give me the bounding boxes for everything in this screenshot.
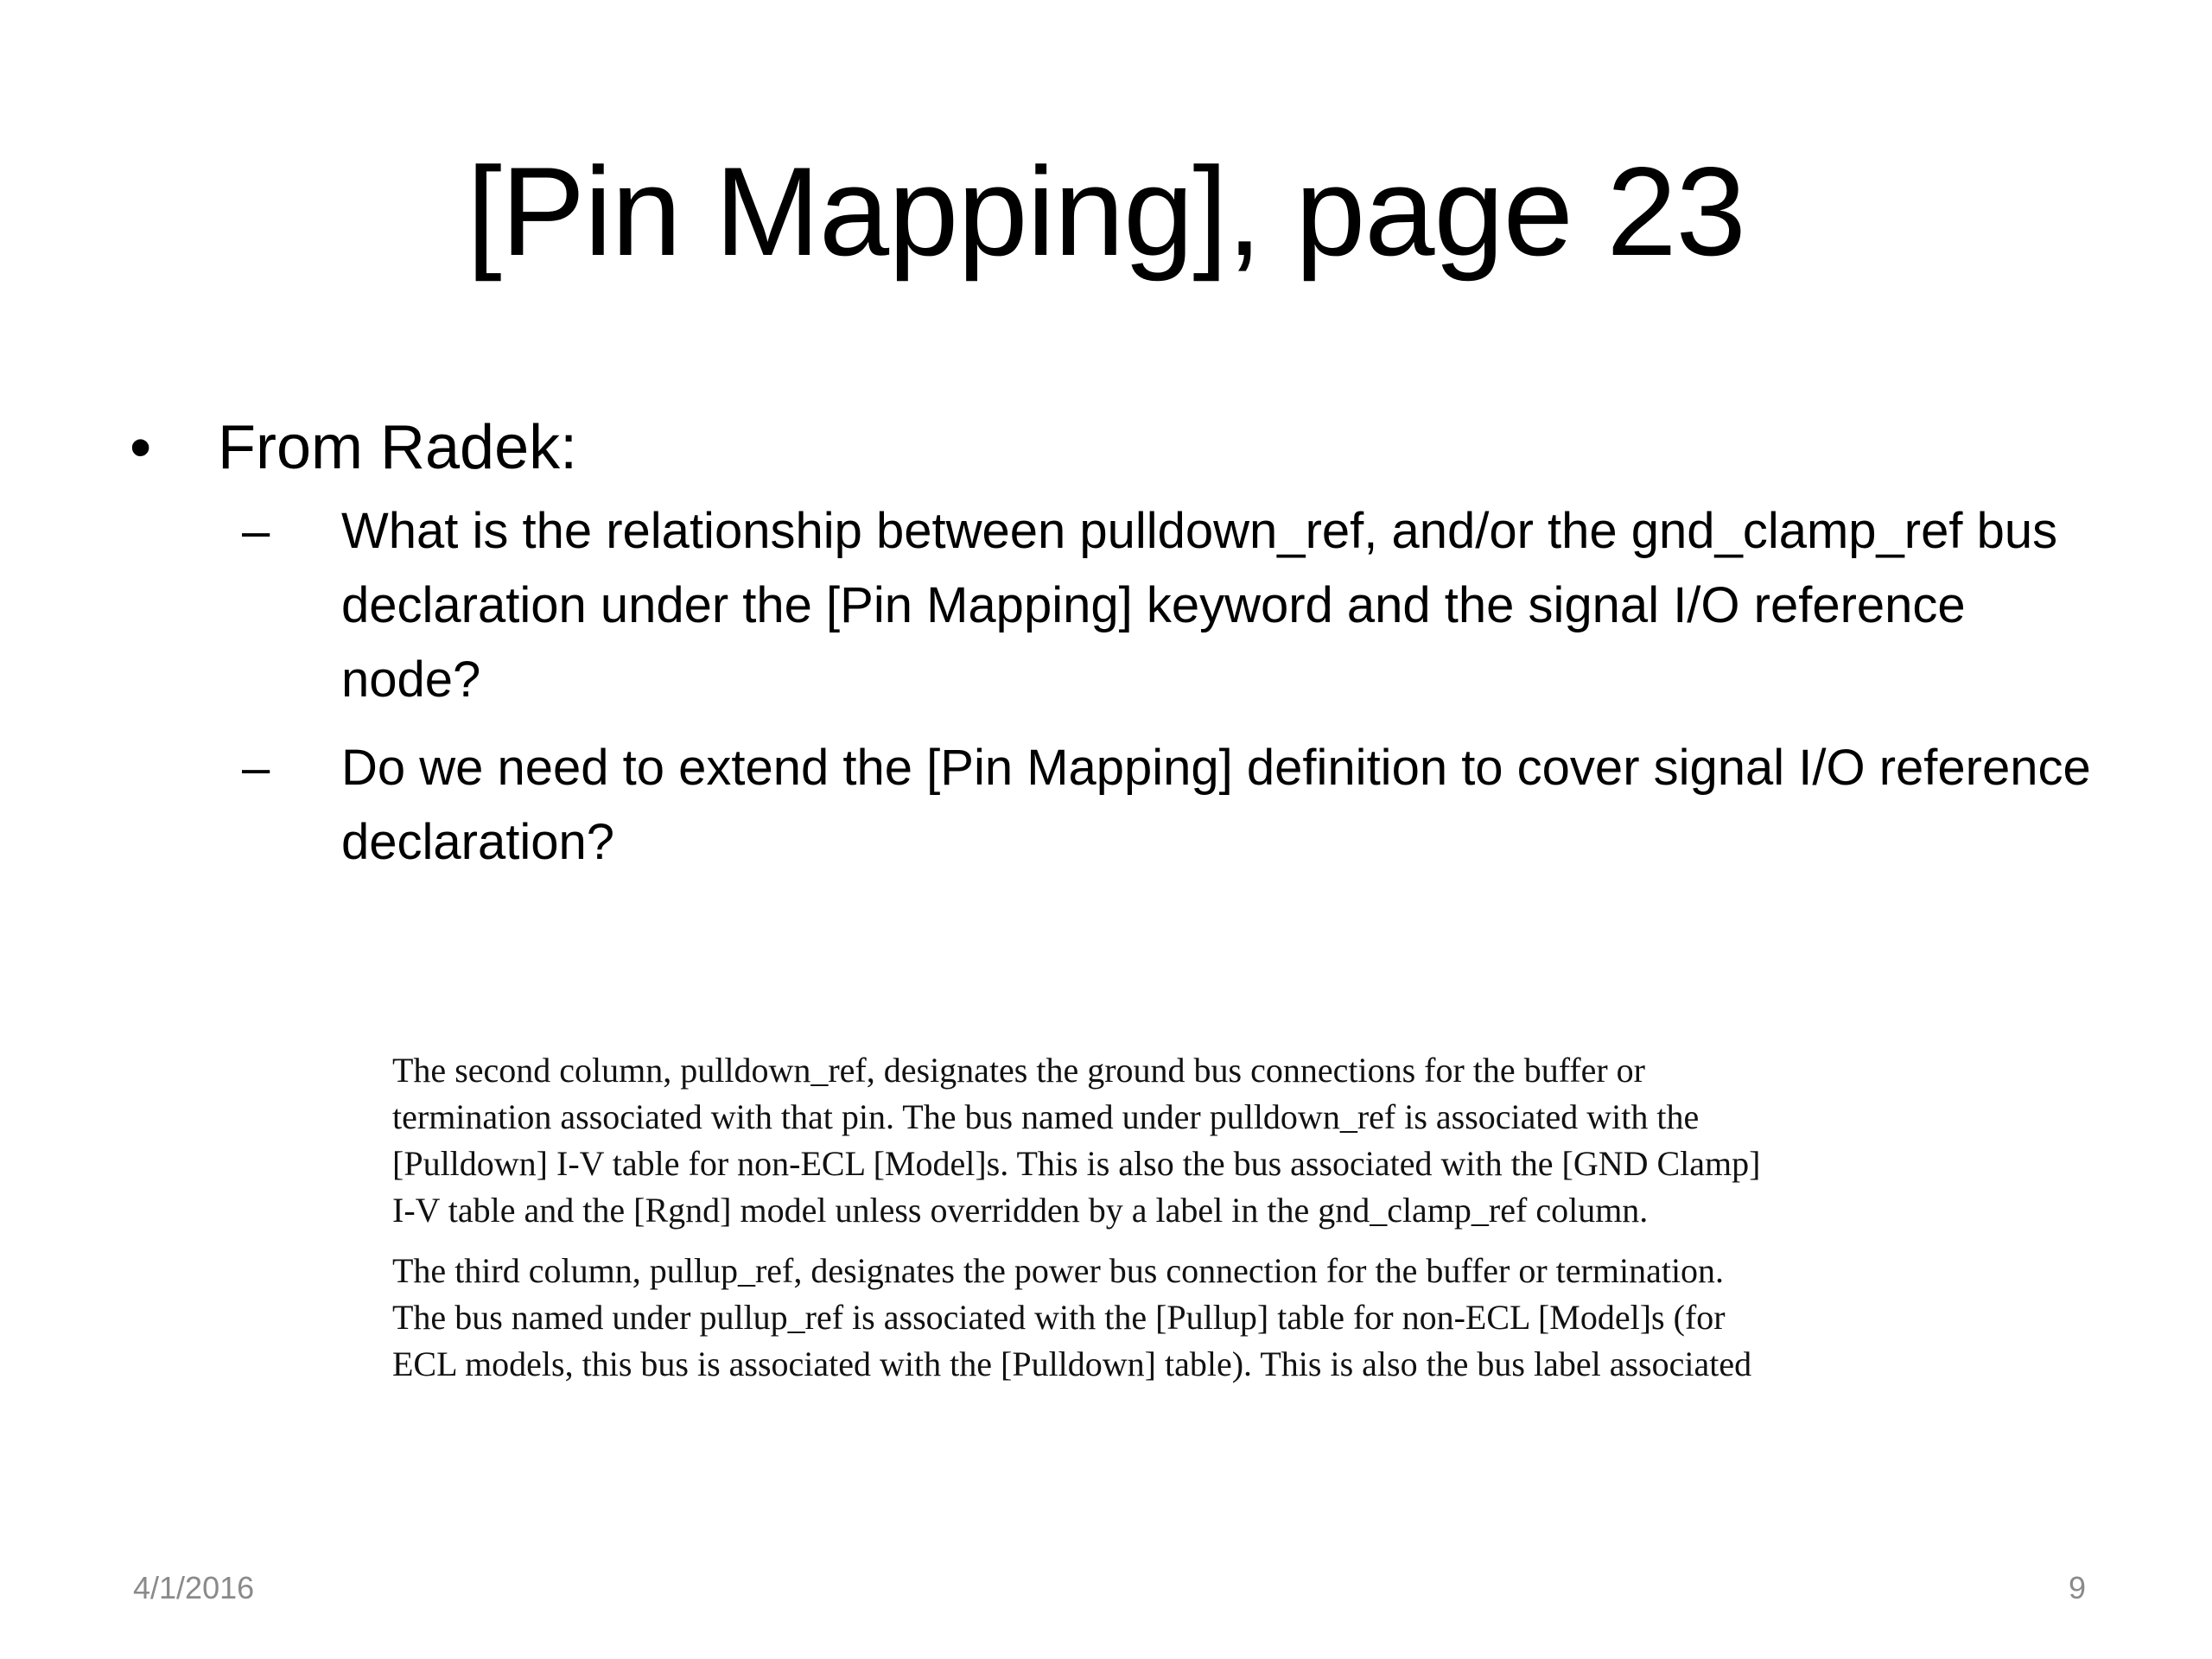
excerpt-line: The second column, pulldown_ref, designates the ground bus connections for the buffer or: [392, 1051, 1645, 1090]
slide-content: [130, 404, 2100, 893]
excerpt-line: termination associated with that pin. The bus named under pulldown_ref is associated with the: [392, 1097, 1700, 1136]
dash-marker: –: [242, 503, 270, 559]
footer-date: 4/1/2016: [133, 1570, 255, 1605]
excerpt-line: I-V table and the [Rgnd] model unless overridden by a label in the gnd_clamp_ref column.: [392, 1191, 1649, 1230]
excerpt-line: [Pulldown] I-V table for non-ECL [Model]s. This is also the bus associated with the [GND Clamp]: [392, 1144, 1761, 1183]
spec-excerpt: [392, 1047, 2034, 1388]
sub-bullet-text: What is the relationship between pulldown_ref, and/or the gnd_clamp_ref bus declaration under the [Pin Mapping] keyword and the signal I/O reference node?: [341, 503, 2058, 708]
sub-bullet-extend-question: [242, 731, 2100, 880]
bullet-from-radek: [130, 404, 2100, 491]
excerpt-line: The bus named under pullup_ref is associated with the [Pullup] table for non-ECL [Model]s (for: [392, 1298, 1726, 1337]
sub-bullet-relationship-question: [242, 494, 2100, 717]
excerpt-line: The third column, pullup_ref, designates the power bus connection for the buffer or termination.: [392, 1251, 1725, 1290]
sub-bullet-text: Do we need to extend the [Pin Mapping] definition to cover signal I/O reference declaration?: [341, 740, 2091, 870]
slide-title: [Pin Mapping], page 23: [467, 141, 1745, 282]
bullet-marker: •: [130, 413, 152, 482]
sub-bullet-list: [242, 494, 2100, 880]
bullet-text: From Radek:: [218, 413, 578, 482]
excerpt-paragraph-pulldown-ref: [392, 1047, 2034, 1234]
dash-marker: –: [242, 740, 270, 796]
footer-page-number: 9: [2068, 1570, 2086, 1605]
excerpt-paragraph-pullup-ref: [392, 1248, 2034, 1388]
excerpt-line: ECL models, this bus is associated with the [Pulldown] table). This is also the bus label associated: [392, 1344, 1752, 1383]
